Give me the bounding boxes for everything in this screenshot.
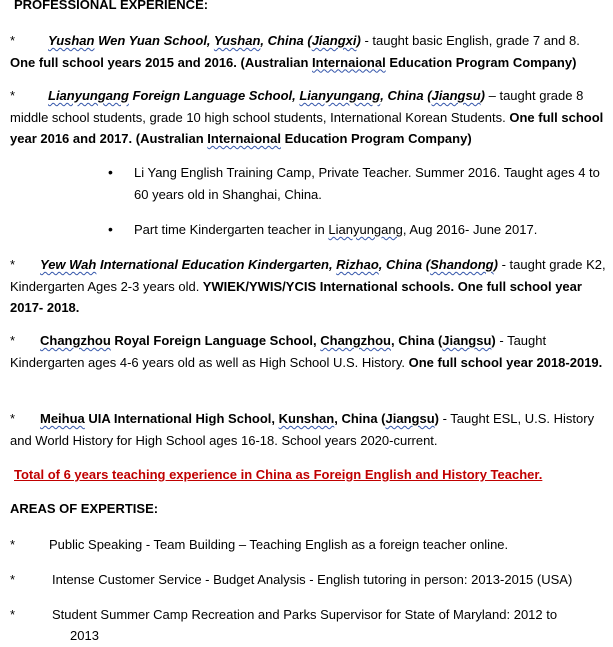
- job-duration: One full school year 2016 and 2017. (Australian Internaional Education Program Company): [10, 109, 604, 146]
- bullet-star: *: [10, 257, 16, 272]
- list-item: [108, 162, 608, 205]
- job-entry: [10, 85, 610, 150]
- job-duration: One full school years 2015 and 2016. (Australian Internaional Education Program Company): [10, 54, 577, 70]
- bullet-star: *: [10, 33, 16, 48]
- expertise-text-continued: 2013: [70, 628, 99, 643]
- expertise-text: Student Summer Camp Recreation and Parks Supervisor for State of Maryland: 2012 to: [52, 607, 558, 622]
- job-entry: [10, 254, 610, 319]
- bullet-star: *: [10, 411, 16, 426]
- job-description: – taught grade 8 middle school students, grade 10 high school students, International Korean Students.: [10, 88, 584, 125]
- job-duration: YWIEK/YWIS/YCIS International schools. One full school year 2017- 2018.: [10, 278, 582, 315]
- bullet-star: *: [10, 333, 16, 348]
- experience-heading: PROFESSIONAL EXPERIENCE:: [14, 0, 209, 12]
- job-entry: [10, 30, 610, 73]
- school-name: Lianyungang Foreign Language School, Lianyungang, China (Jiangsu): [48, 88, 485, 103]
- school-name: Yushan Wen Yuan School, Yushan, China (Jiangxi): [48, 33, 361, 48]
- job-description: - taught basic English, grade 7 and 8.: [360, 33, 580, 48]
- school-name: Changzhou Royal Foreign Language School, Changzhou, China (Jiangsu): [40, 333, 496, 348]
- expertise-text: Public Speaking - Team Building – Teaching English as a foreign teacher online.: [49, 537, 509, 552]
- bullet-star: *: [10, 537, 16, 552]
- job-description: - Taught Kindergarten ages 4-6 years old as well as High School U.S. History.: [10, 333, 547, 370]
- list-item: [108, 219, 608, 241]
- school-name: Meihua UIA International High School, Kunshan, China (Jiangsu): [40, 411, 439, 426]
- job-description: - Taught ESL, U.S. History and World History for High School ages 16-18. School years 2020-current.: [10, 411, 595, 448]
- bullet-dot: •: [108, 221, 113, 237]
- job-duration: One full school year 2018-2019.: [408, 354, 603, 370]
- job-description: - taught grade K2, Kindergarten Ages 2-3 years old.: [10, 257, 606, 294]
- expertise-heading: AREAS OF EXPERTISE:: [10, 501, 159, 516]
- school-name: Yew Wah International Education Kindergarten, Rizhao, China (Shandong): [40, 257, 498, 272]
- list-item-text: Li Yang English Training Camp, Private Teacher. Summer 2016. Taught ages 4 to 60 years old in Shanghai, China.: [134, 165, 600, 202]
- experience-summary: Total of 6 years teaching experience in China as Foreign English and History Teacher.: [14, 467, 543, 482]
- bullet-dot: •: [108, 164, 113, 180]
- bullet-star: *: [10, 607, 16, 622]
- job-entry: [10, 408, 610, 451]
- expertise-text: Intense Customer Service - Budget Analysis - English tutoring in person: 2013-2015 (USA): [52, 572, 573, 587]
- bullet-star: *: [10, 88, 16, 103]
- job-entry: [10, 330, 610, 373]
- list-item-text: Part time Kindergarten teacher in Lianyungang, Aug 2016- June 2017.: [134, 222, 538, 237]
- bullet-star: *: [10, 572, 16, 587]
